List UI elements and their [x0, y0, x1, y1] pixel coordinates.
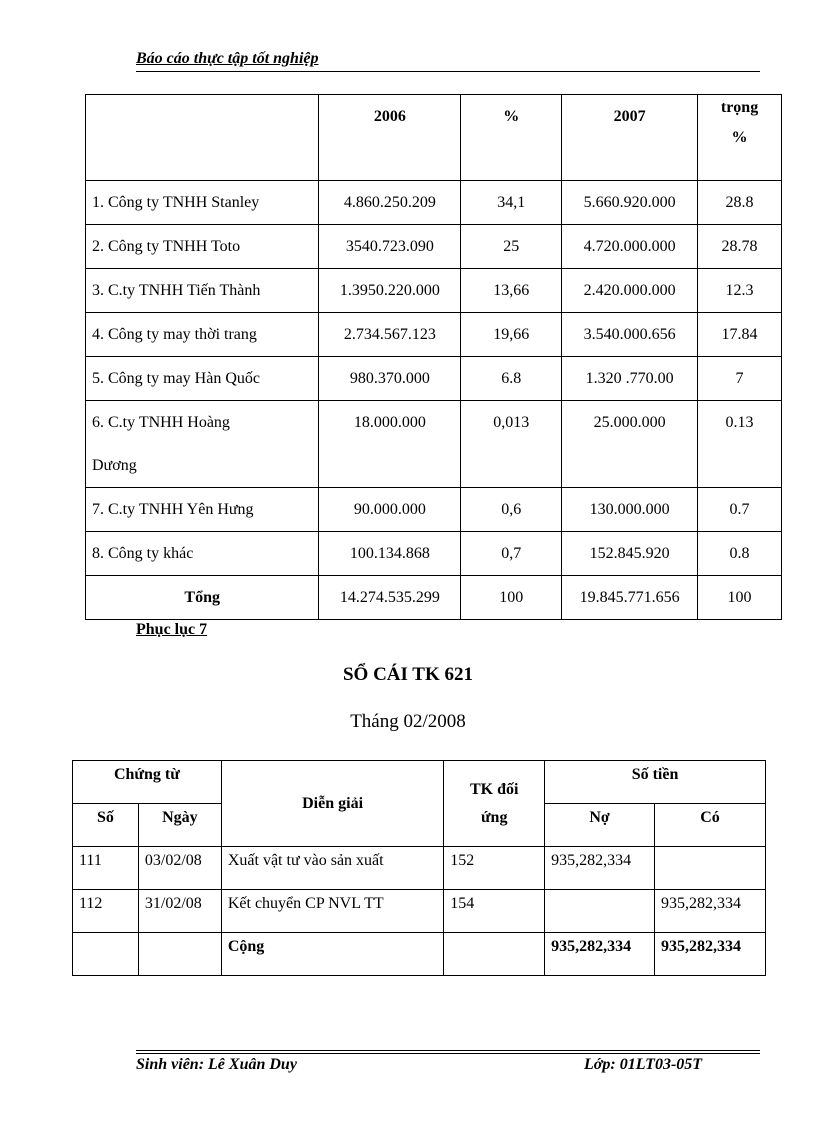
header-cell-2007: 2007 [562, 95, 698, 181]
header-cell-share [698, 95, 782, 181]
row-company: 7. C.ty TNHH Yên Hưng [86, 488, 319, 532]
row-description: Kết chuyển CP NVL TT [221, 890, 443, 933]
row-percent-2006: 0,6 [461, 488, 562, 532]
row-percent-2007: 17.84 [698, 313, 782, 357]
header-number: Số [73, 804, 139, 847]
row-percent-2007: 0.8 [698, 532, 782, 576]
header-description: Diễn giải [221, 761, 443, 847]
header-cell-percent: % [461, 95, 562, 181]
row-date: 03/02/08 [138, 847, 221, 890]
row-account: 152 [444, 847, 545, 890]
row-company: 1. Công ty TNHH Stanley [86, 181, 319, 225]
table-row [86, 225, 782, 269]
footer-student: Sinh viên: Lê Xuân Duy [136, 1056, 297, 1073]
row-percent-2006: 0,013 [461, 401, 562, 488]
row-number: 111 [73, 847, 139, 890]
row-company: 2. Công ty TNHH Toto [86, 225, 319, 269]
header-account-line1: TK đối [469, 780, 519, 798]
header-cell-empty [86, 95, 319, 181]
table-row [86, 269, 782, 313]
header-rule [136, 71, 760, 72]
header-account-line2: ứng [480, 808, 508, 826]
row-2006: 18.000.000 [319, 401, 461, 488]
row-percent-2006: 19,66 [461, 313, 562, 357]
total-empty-1 [73, 933, 139, 976]
revenue-share-table [85, 94, 782, 620]
row-percent-2006: 6.8 [461, 357, 562, 401]
header-title: Báo cáo thực tập tốt nghiệp [136, 50, 319, 67]
total-label: Tổng [86, 576, 319, 620]
table-row [86, 313, 782, 357]
row-2006: 2.734.567.123 [319, 313, 461, 357]
row-description: Xuất vật tư vào sản xuất [221, 847, 443, 890]
footer-rule-top [136, 1050, 760, 1051]
row-percent-2006: 0,7 [461, 532, 562, 576]
total-credit: 935,282,334 [655, 933, 766, 976]
row-2007: 4.720.000.000 [562, 225, 698, 269]
table-row [86, 532, 782, 576]
row-debit [545, 890, 655, 933]
row-company [86, 401, 319, 488]
row-2006: 4.860.250.209 [319, 181, 461, 225]
row-2006: 90.000.000 [319, 488, 461, 532]
total-percent-2007: 100 [698, 576, 782, 620]
total-empty-2 [138, 933, 221, 976]
header-share-line1: trọng [720, 99, 759, 116]
row-percent-2007: 28.8 [698, 181, 782, 225]
row-2007: 5.660.920.000 [562, 181, 698, 225]
row-2007: 3.540.000.656 [562, 313, 698, 357]
header-debit: Nợ [545, 804, 655, 847]
table-row [86, 357, 782, 401]
total-2007: 19.845.771.656 [562, 576, 698, 620]
ledger-table [72, 760, 766, 976]
table-row [73, 847, 766, 890]
table-row [86, 401, 782, 488]
row-company: 8. Công ty khác [86, 532, 319, 576]
header-cell-2006: 2006 [319, 95, 461, 181]
row-date: 31/02/08 [138, 890, 221, 933]
appendix-label: Phục lục 7 [136, 621, 208, 638]
row-percent-2007: 12.3 [698, 269, 782, 313]
footer-class: Lớp: 01LT03-05T [584, 1056, 703, 1073]
ledger-header-row-1 [73, 761, 766, 804]
row-company: 3. C.ty TNHH Tiến Thành [86, 269, 319, 313]
total-label: Cộng [221, 933, 443, 976]
row-number: 112 [73, 890, 139, 933]
row-credit: 935,282,334 [655, 890, 766, 933]
row-percent-2006: 25 [461, 225, 562, 269]
row-percent-2006: 34,1 [461, 181, 562, 225]
header-share-line2: % [731, 129, 748, 146]
row-percent-2006: 13,66 [461, 269, 562, 313]
row-2007: 130.000.000 [562, 488, 698, 532]
header-credit: Có [655, 804, 766, 847]
header-voucher: Chứng từ [73, 761, 222, 804]
row-company-line2: Dương [92, 457, 137, 474]
row-2007: 2.420.000.000 [562, 269, 698, 313]
table-row [86, 181, 782, 225]
header-date: Ngày [138, 804, 221, 847]
table-row [86, 488, 782, 532]
row-2006: 980.370.000 [319, 357, 461, 401]
row-percent-2007: 28.78 [698, 225, 782, 269]
row-2007: 152.845.920 [562, 532, 698, 576]
row-percent-2007: 0.13 [698, 401, 782, 488]
row-2006: 1.3950.220.000 [319, 269, 461, 313]
row-percent-2007: 0.7 [698, 488, 782, 532]
header-account [444, 761, 545, 847]
row-credit [655, 847, 766, 890]
row-company-line1: 6. C.ty TNHH Hoàng [92, 414, 230, 431]
row-2006: 3540.723.090 [319, 225, 461, 269]
ledger-month: Tháng 02/2008 [350, 711, 466, 732]
total-empty-3 [444, 933, 545, 976]
total-percent-2006: 100 [461, 576, 562, 620]
row-debit: 935,282,334 [545, 847, 655, 890]
row-2007: 25.000.000 [562, 401, 698, 488]
row-2007: 1.320 .770.00 [562, 357, 698, 401]
ledger-total-row [73, 933, 766, 976]
footer-rule-bottom [136, 1053, 760, 1054]
table-header-row [86, 95, 782, 181]
table-row [73, 890, 766, 933]
total-2006: 14.274.535.299 [319, 576, 461, 620]
header-amount: Số tiền [545, 761, 766, 804]
table-total-row [86, 576, 782, 620]
row-2006: 100.134.868 [319, 532, 461, 576]
row-account: 154 [444, 890, 545, 933]
row-percent-2007: 7 [698, 357, 782, 401]
ledger-title: SỔ CÁI TK 621 [342, 664, 474, 685]
row-company: 5. Công ty may Hàn Quốc [86, 357, 319, 401]
row-company: 4. Công ty may thời trang [86, 313, 319, 357]
total-debit: 935,282,334 [545, 933, 655, 976]
